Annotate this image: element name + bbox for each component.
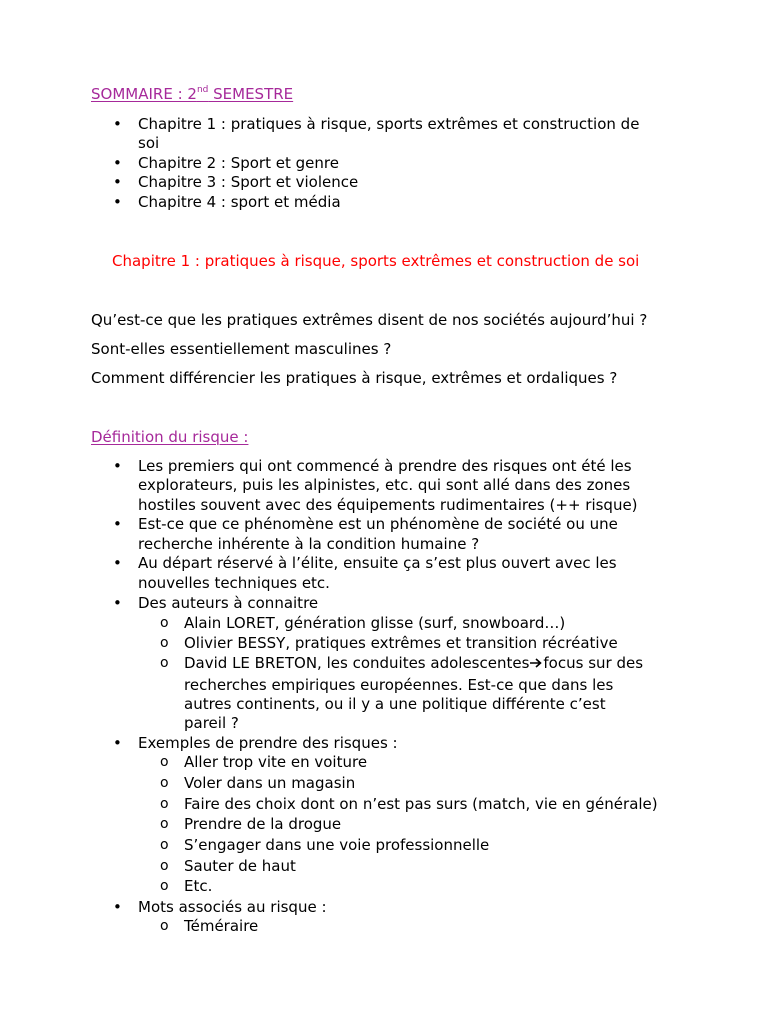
definition-line: Au départ réservé à l’élite, ensuite ça s’est plus ouvert avec les bbox=[138, 554, 617, 572]
sub-bullet: o bbox=[160, 655, 169, 671]
definition-line: explorateurs, puis les alpinistes, etc. qui sont allé dans des zones bbox=[138, 476, 631, 494]
bullet: • bbox=[113, 193, 122, 211]
example-item: S’engager dans une voie professionnelle bbox=[184, 836, 490, 854]
sommaire-title-suffix: SEMESTRE bbox=[208, 85, 294, 103]
bullet: • bbox=[113, 115, 122, 133]
authors-heading: Des auteurs à connaitre bbox=[138, 594, 319, 612]
definition-heading: Définition du risque : bbox=[91, 428, 249, 446]
sub-bullet: o bbox=[160, 837, 169, 853]
sub-bullet: o bbox=[160, 615, 169, 631]
sommaire-item-1-continuation: soi bbox=[138, 134, 160, 152]
sub-bullet: o bbox=[160, 754, 169, 770]
example-item: Faire des choix dont on n’est pas surs (match, vie en générale) bbox=[184, 795, 658, 813]
example-item: Etc. bbox=[184, 877, 213, 895]
definition-line: hostiles souvent avec des équipements rudimentaires (++ risque) bbox=[138, 496, 638, 514]
sommaire-title-sup: nd bbox=[196, 85, 209, 95]
sub-bullet: o bbox=[160, 635, 169, 651]
sub-bullet: o bbox=[160, 816, 169, 832]
question-2: Sont-elles essentiellement masculines ? bbox=[91, 340, 392, 358]
word-item: Téméraire bbox=[184, 917, 259, 935]
question-3: Comment différencier les pratiques à risque, extrêmes et ordaliques ? bbox=[91, 369, 618, 387]
sub-bullet: o bbox=[160, 918, 169, 934]
sommaire-title-prefix: SOMMAIRE : 2 bbox=[91, 85, 197, 103]
sommaire-item-4: Chapitre 4 : sport et média bbox=[138, 193, 341, 211]
bullet: • bbox=[113, 734, 122, 752]
sommaire-item-3: Chapitre 3 : Sport et violence bbox=[138, 173, 359, 191]
bullet: • bbox=[113, 594, 122, 612]
definition-line: Est-ce que ce phénomène est un phénomène de société ou une bbox=[138, 515, 618, 533]
example-item: Sauter de haut bbox=[184, 857, 296, 875]
definition-line: Les premiers qui ont commencé à prendre des risques ont été les bbox=[138, 457, 632, 475]
sommaire-heading bbox=[91, 84, 293, 104]
definition-line: recherche inhérente à la condition humaine ? bbox=[138, 535, 480, 553]
sub-bullet: o bbox=[160, 775, 169, 791]
author-item: Olivier BESSY, pratiques extrêmes et transition récréative bbox=[184, 634, 618, 652]
bullet: • bbox=[113, 154, 122, 172]
sub-bullet: o bbox=[160, 878, 169, 894]
author-item bbox=[184, 653, 643, 673]
words-heading: Mots associés au risque : bbox=[138, 898, 327, 916]
question-1: Qu’est-ce que les pratiques extrêmes disent de nos sociétés aujourd’hui ? bbox=[91, 311, 648, 329]
sub-bullet: o bbox=[160, 796, 169, 812]
chapter-title: Chapitre 1 : pratiques à risque, sports extrêmes et construction de soi bbox=[112, 252, 640, 270]
example-item: Voler dans un magasin bbox=[184, 774, 356, 792]
example-item: Aller trop vite en voiture bbox=[184, 753, 368, 771]
bullet: • bbox=[113, 173, 122, 191]
bullet: • bbox=[113, 898, 122, 916]
author-item-text: David LE BRETON, les conduites adolescentes bbox=[184, 654, 530, 672]
arrow-right-icon bbox=[529, 657, 543, 669]
sub-bullet: o bbox=[160, 858, 169, 874]
examples-heading: Exemples de prendre des risques : bbox=[138, 734, 398, 752]
definition-line: nouvelles techniques etc. bbox=[138, 574, 330, 592]
bullet: • bbox=[113, 554, 122, 572]
author-item-continuation: recherches empiriques européennes. Est-ce que dans les bbox=[184, 676, 614, 694]
sommaire-item-1: Chapitre 1 : pratiques à risque, sports extrêmes et construction de bbox=[138, 115, 640, 133]
author-item: Alain LORET, génération glisse (surf, snowboard…) bbox=[184, 614, 566, 632]
example-item: Prendre de la drogue bbox=[184, 815, 342, 833]
bullet: • bbox=[113, 457, 122, 475]
author-item-text-after-arrow: focus sur des bbox=[543, 654, 644, 672]
sommaire-item-2: Chapitre 2 : Sport et genre bbox=[138, 154, 339, 172]
bullet: • bbox=[113, 515, 122, 533]
author-item-continuation: autres continents, ou il y a une politique différente c’est bbox=[184, 695, 606, 713]
author-item-continuation: pareil ? bbox=[184, 714, 239, 732]
